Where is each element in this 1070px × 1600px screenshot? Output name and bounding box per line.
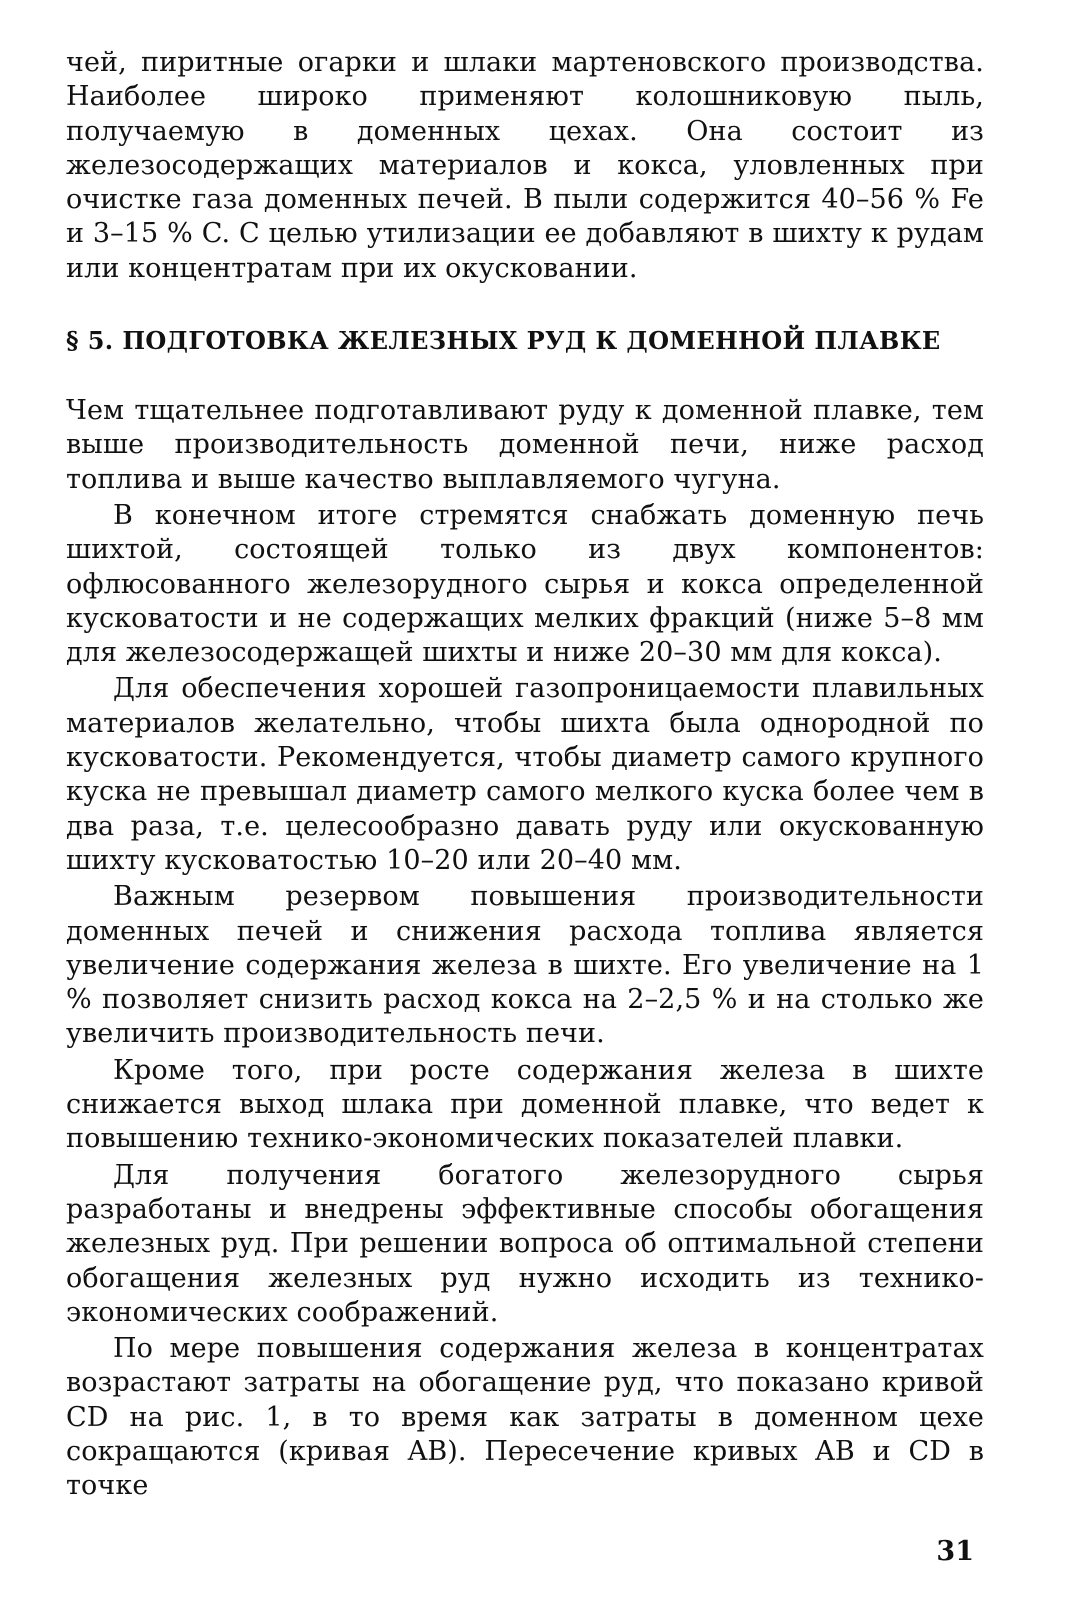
paragraph: По мере повышения содержания железа в концентратах возрастают затраты на обогащение руд, что показано кривой CD на рис. 1, в то время как затраты в доменном цехе сокращаются (кривая AB). Пересечение кривых AB и CD в точке bbox=[66, 1333, 984, 1502]
paragraph: Для обеспечения хорошей газопроницаемости плавильных материалов желательно, чтобы шихта была однородной по кусковатости. Рекомендуется, чтобы диаметр самого крупного куска не превышал диаметр самого мелкого куска более чем в два раза, т.е. целесообразно давать руду или окускованную шихту кусковатостью 10–20 или 20–40 мм. bbox=[66, 673, 984, 876]
paragraph: Важным резервом повышения производительности доменных печей и снижения расхода топлива является увеличение содержания железа в шихте. Его увеличение на 1 % позволяет снизить расход кокса на 2–2,5 % и на столько же увеличить производительность печи. bbox=[66, 881, 984, 1050]
intro-paragraph: чей, пиритные огарки и шлаки мартеновского производства. Наиболее широко применяют колошниковую пыль, получаемую в доменных цехах. Она состоит из железосодержащих материалов и кокса, уловленных при очистке газа доменных печей. В пыли содержится 40–56 % Fe и 3–15 % C. С целью утилизации ее добавляют в шихту к рудам или концентратам при их окусковании. bbox=[66, 47, 984, 284]
section-heading: § 5. ПОДГОТОВКА ЖЕЛЕЗНЫХ РУД К ДОМЕННОЙ ПЛАВКЕ bbox=[66, 326, 941, 356]
paragraph: Чем тщательнее подготавливают руду к доменной плавке, тем выше производительность доменной печи, ниже расход топлива и выше качество выплавляемого чугуна. bbox=[66, 395, 984, 495]
paragraph: Кроме того, при росте содержания железа в шихте снижается выход шлака при доменной плавке, что ведет к повышению технико-экономических показателей плавки. bbox=[66, 1054, 984, 1155]
page-number: 31 bbox=[936, 1536, 974, 1567]
page-body bbox=[66, 46, 984, 1504]
paragraph: В конечном итоге стремятся снабжать доменную печь шихтой, состоящей только из двух компонентов: офлюсованного железорудного сырья и кокса определенной кусковатости и не содержащих мелких фракций (ниже 5–8 мм для железосодержащей шихты и ниже 20–30 мм для кокса). bbox=[66, 499, 984, 669]
paragraph: Для получения богатого железорудного сырья разработаны и внедрены эффективные способы обогащения железных руд. При решении вопроса об оптимальной степени обогащения железных руд нужно исходить из технико-экономических соображений. bbox=[66, 1159, 984, 1328]
